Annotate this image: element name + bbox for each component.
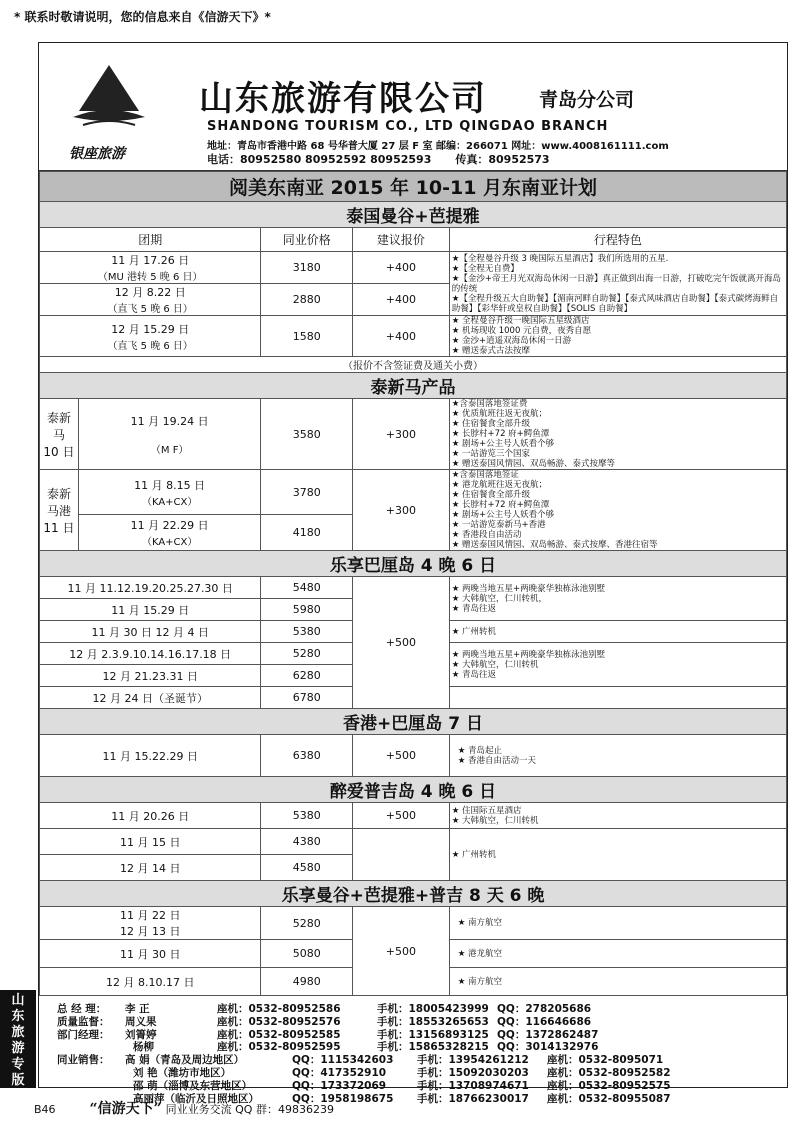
page-number: B46	[34, 1103, 56, 1116]
tour-sub: （M F）	[150, 444, 189, 456]
contact-field: 手机：15092030203	[417, 1066, 529, 1079]
contact-field: 座机：0532-80952576	[217, 1015, 341, 1028]
header-notice: * 联系时敬请说明，您的信息来自《信游天下》*	[14, 10, 271, 24]
feature-line: ★ 一站游览三个国家	[451, 449, 531, 459]
contact-field: 手机：18766230017	[417, 1092, 529, 1105]
feature-line: ★ 住国际五星酒店	[451, 805, 522, 816]
contact-row	[57, 1003, 777, 1016]
tour-date: 11 月 19.24 日	[130, 414, 209, 428]
peer-price: 5280	[261, 907, 353, 940]
company-name-en: SHANDONG TOURISM CO., LTD QINGDAO BRANCH	[207, 119, 609, 134]
tour-date: 11 月 30 日 12 月 4 日	[40, 621, 261, 643]
contact-field: QQ：278205686	[497, 1003, 592, 1015]
features-cell	[449, 316, 786, 357]
sidebar-label: 山 东 旅 游 专 版	[0, 990, 36, 1088]
feature-line: ★ 赠送泰式古法按摩	[451, 346, 531, 356]
section-title-combo: 乐享曼谷+芭提雅+普吉 8 天 6 晚	[40, 881, 787, 907]
feature-line: ★ 青岛往返	[451, 669, 497, 680]
peer-price: 5280	[261, 643, 353, 665]
contact-row	[57, 1080, 777, 1093]
feature-line: ★ 大韩航空，仁川转机	[451, 659, 539, 670]
contact-field: 手机：13954261212	[417, 1054, 529, 1067]
peer-price: 3180	[261, 252, 353, 284]
feature-line: ★含泰国落地签证费	[451, 399, 528, 409]
company-phone	[207, 151, 550, 167]
main-title: 阅美东南亚 2015 年 10-11 月东南亚计划	[40, 172, 787, 202]
feature-line: ★ 一站游览泰新马+香港	[451, 520, 546, 530]
company-branch: 青岛分公司	[539, 89, 635, 111]
contact-name: 周义果	[125, 1015, 157, 1028]
suggested-price	[353, 829, 450, 881]
section-title-hk-bali: 香港+巴厘岛 7 日	[40, 709, 787, 735]
price-note: （报价不含签证费及通关小费）	[40, 357, 787, 373]
peer-price: 4980	[261, 968, 353, 996]
tour-date: 12 月 8.22 日	[114, 286, 186, 299]
feature-line: ★ 大韩航空，仁川转机，	[451, 593, 548, 604]
tour-date: 11 月 22 日	[119, 909, 181, 922]
contact-field: 手机：15865328215	[377, 1041, 489, 1054]
contact-field: 手机：13156893125	[377, 1028, 489, 1041]
contact-role: 部门经理：	[57, 1028, 110, 1041]
table-row	[40, 252, 261, 284]
contact-field: 手机：18553265653	[377, 1015, 489, 1028]
feature-line: ★ 广州转机	[451, 849, 497, 860]
contact-row	[57, 1016, 777, 1029]
tour-date: 12 月 13 日	[119, 925, 181, 938]
tour-date: 11 月 15.29 日	[40, 599, 261, 621]
contact-field: QQ：1372862487	[497, 1028, 599, 1041]
contact-field: 手机：13708974671	[417, 1079, 529, 1092]
tour-date: 12 月 14 日	[40, 855, 261, 881]
peer-price: 5380	[261, 621, 353, 643]
tour-sub: （KA+CX）	[141, 496, 198, 508]
suggested-price: +500	[353, 803, 450, 829]
column-header-features: 行程特色	[449, 228, 786, 252]
peer-price: 3580	[261, 399, 353, 470]
peer-price: 1580	[261, 316, 353, 357]
feature-line: ★ 长脖村+72 府+鳄鱼潭	[451, 429, 550, 439]
suggested-price: +500	[353, 907, 450, 996]
contact-row	[57, 1067, 777, 1080]
feature-line: ★ 广州转机	[451, 626, 497, 637]
peer-price: 6280	[261, 665, 353, 687]
contact-field: 座机：0532-80952586	[217, 1003, 341, 1015]
feature-line: ★ 金沙+逍遥双海岛休闲一日游	[451, 336, 572, 346]
table-row	[40, 907, 261, 940]
contact-name: 刘箐婷	[125, 1028, 157, 1041]
features-cell	[449, 803, 786, 829]
tour-date: 11 月 8.15 日	[134, 478, 206, 492]
peer-price: 5380	[261, 803, 353, 829]
feature-line: ★ 赠送泰国风情园、双岛畅游、泰式按摩等	[451, 459, 616, 469]
section-title-tsm: 泰新马产品	[40, 373, 787, 399]
page-frame	[38, 42, 788, 1105]
contact-name: 李 正	[125, 1003, 150, 1015]
peer-price: 5480	[261, 577, 353, 599]
feature-line: ★ 大韩航空，仁川转机	[451, 815, 539, 826]
section-title-bali: 乐享巴厘岛 4 晚 6 日	[40, 551, 787, 577]
contact-role: 总 经 理：	[57, 1003, 107, 1015]
feature-line: ★【全程无自费】	[451, 263, 519, 274]
contact-name: 高 娟（青岛及周边地区）	[125, 1054, 245, 1067]
table-row	[78, 470, 261, 515]
contact-field: 座机：0532-80955087	[547, 1092, 671, 1105]
contact-field: 座机：0532-8095071	[547, 1054, 664, 1067]
peer-price: 4380	[261, 829, 353, 855]
section-title-phuket: 醉爱普吉岛 4 晚 6 日	[40, 777, 787, 803]
fax-number: 传真：80952573	[455, 153, 550, 166]
feature-line: ★ 住宿餐食全部升级	[451, 490, 531, 500]
company-address: 地址：青岛市香港中路 68 号华普大厦 27 层 F 室 邮编：266071 网址：www.4008161111.com	[207, 141, 669, 152]
tour-sub: （MU 港转 5 晚 6 日）	[97, 272, 203, 283]
contact-role: 质量监督：	[57, 1015, 110, 1028]
column-header-period: 团期	[40, 228, 261, 252]
contact-field: QQ：417352910	[292, 1066, 387, 1079]
contact-name: 高丽萍（临沂及日照地区）	[133, 1092, 259, 1105]
tour-sub: （直飞 5 晚 6 日）	[107, 304, 193, 315]
footer-qq: 同业业务交流 QQ 群：49836239	[165, 1103, 334, 1116]
peer-price: 4580	[261, 855, 353, 881]
tour-date: 11 月 11.12.19.20.25.27.30 日	[40, 577, 261, 599]
contact-field: 座机：0532-80952595	[217, 1041, 341, 1054]
tour-date: 11 月 15.22.29 日	[40, 735, 261, 777]
features-cell	[449, 399, 786, 470]
feature-line: ★【全程曼谷升级 3 晚国际五星酒店】我们所选用的五星.	[451, 253, 669, 264]
feature-line: ★ 青岛起止	[457, 745, 503, 756]
tour-date: 11 月 30 日	[40, 940, 261, 968]
features-cell	[449, 252, 786, 316]
tour-date: 11 月 15 日	[40, 829, 261, 855]
contact-name: 刘 艳（潍坊市地区）	[133, 1066, 232, 1079]
contact-field: QQ：1958198675	[292, 1092, 394, 1105]
tour-table	[39, 171, 787, 996]
feature-line: ★ 剧场+公主号人妖看个够	[451, 510, 555, 520]
tour-date: 12 月 8.10.17 日	[40, 968, 261, 996]
peer-price: 4180	[261, 515, 353, 551]
peer-price: 5980	[261, 599, 353, 621]
group-label: 泰新 马港 11 日	[40, 470, 79, 551]
suggested-price: +500	[353, 577, 450, 709]
tour-date: 11 月 22.29 日	[130, 519, 209, 532]
contact-field: 手机：18005423999	[377, 1003, 489, 1015]
suggested-price: +300	[353, 399, 450, 470]
features-cell	[449, 829, 786, 881]
feature-line: ★含泰国落地签证	[451, 470, 519, 480]
column-header-peer-price: 同业价格	[261, 228, 353, 252]
contact-name: 邵 萌（淄博及东营地区）	[133, 1079, 253, 1092]
suggested-price: +400	[353, 252, 450, 284]
features-cell	[449, 687, 786, 709]
feature-line: ★【金沙+帝王月光双海岛休闲一日游】真正做到出海一日游，打破吃完午饭就离开海岛的传统	[451, 273, 781, 294]
contact-row	[57, 1041, 777, 1054]
column-header-suggested: 建议报价	[353, 228, 450, 252]
feature-line: ★ 全程曼谷升级一晚国际五星级酒店	[451, 316, 590, 326]
suggested-price: +400	[353, 316, 450, 357]
table-row	[78, 515, 261, 551]
tour-sub: （KA+CX）	[141, 537, 198, 548]
contact-field: 座机：0532-80952582	[547, 1066, 671, 1079]
table-row	[40, 284, 261, 316]
contact-row	[57, 1054, 777, 1067]
page-footer	[34, 1098, 334, 1118]
peer-price: 6780	[261, 687, 353, 709]
features-cell: ★ 南方航空	[449, 907, 786, 940]
tour-date: 12 月 21.23.31 日	[40, 665, 261, 687]
sail-logo-icon	[69, 63, 149, 133]
table-row	[78, 399, 261, 470]
suggested-price: +400	[353, 284, 450, 316]
contacts-list	[57, 1003, 777, 1105]
contact-role: 同业销售：	[57, 1054, 110, 1067]
contact-field: 座机：0532-80952575	[547, 1079, 671, 1092]
peer-price: 2880	[261, 284, 353, 316]
logo-text: 银座旅游	[69, 146, 125, 162]
contact-field: QQ：1115342603	[292, 1054, 394, 1067]
feature-line: ★ 两晚当地五星+两晚豪华独栋泳池别墅	[451, 649, 606, 660]
table-row	[40, 316, 261, 357]
features-cell: ★ 港龙航空	[449, 940, 786, 968]
tour-sub: （直飞 5 晚 6 日）	[107, 340, 193, 352]
tour-date: 12 月 2.3.9.10.14.16.17.18 日	[40, 643, 261, 665]
contact-field: QQ：3014132976	[497, 1041, 599, 1054]
feature-line: ★ 赠送泰国风情园、双岛畅游、泰式按摩、香港往宿等	[451, 540, 658, 550]
contact-name: 杨柳	[133, 1041, 154, 1054]
feature-line: ★ 优质航班往返无夜航；	[451, 409, 548, 419]
feature-line: ★ 两晚当地五星+两晚豪华独栋泳池别墅	[451, 583, 606, 594]
suggested-price: +300	[353, 470, 450, 551]
tour-date: 11 月 17.26 日	[111, 254, 190, 267]
contact-field: QQ：173372069	[292, 1079, 387, 1092]
feature-line: ★ 青岛往返	[451, 603, 497, 614]
company-name: 山东旅游有限公司	[199, 79, 487, 119]
contact-row	[57, 1029, 777, 1042]
features-cell: ★ 南方航空	[449, 968, 786, 996]
feature-line: ★ 港龙航班往返无夜航；	[451, 480, 548, 490]
feature-line: ★ 剧场+公主号人妖看个够	[451, 439, 555, 449]
peer-price: 6380	[261, 735, 353, 777]
feature-line: ★ 住宿餐食全部升级	[451, 419, 531, 429]
contact-field: 座机：0532-80952585	[217, 1028, 341, 1041]
feature-line: ★【全程升级五大自助餐】【湄南河畔自助餐】【泰式风味酒店自助餐】【泰式碳烤海鲜自助餐】【彩华轩或皇权自助餐】【SOLIS 自助餐】	[451, 293, 779, 314]
features-cell	[449, 577, 786, 621]
features-cell	[449, 643, 786, 687]
features-cell	[449, 735, 786, 777]
tour-date: 12 月 24 日（圣诞节）	[40, 687, 261, 709]
phone-numbers: 电话：80952580 80952592 80952593	[207, 153, 432, 166]
suggested-price: +500	[353, 735, 450, 777]
features-cell	[449, 621, 786, 643]
peer-price: 5080	[261, 940, 353, 968]
features-cell	[449, 470, 786, 551]
tour-date: 11 月 20.26 日	[40, 803, 261, 829]
section-title-thailand: 泰国曼谷+芭提雅	[40, 202, 787, 228]
feature-line: ★ 香港自由活动一天	[457, 755, 537, 766]
feature-line: ★ 香港段自由活动	[451, 530, 522, 540]
feature-line: ★ 长脖村+72 府+鳄鱼潭	[451, 500, 550, 510]
peer-price: 3780	[261, 470, 353, 515]
company-header	[39, 43, 787, 171]
tour-date: 12 月 15.29 日	[111, 322, 190, 336]
contact-field: QQ：116646686	[497, 1015, 592, 1028]
footer-brand: “信游天下”	[89, 1101, 162, 1117]
group-label: 泰新马 10 日	[40, 399, 79, 470]
feature-line: ★ 机场现收 1000 元自费，夜秀自愿	[451, 326, 592, 336]
